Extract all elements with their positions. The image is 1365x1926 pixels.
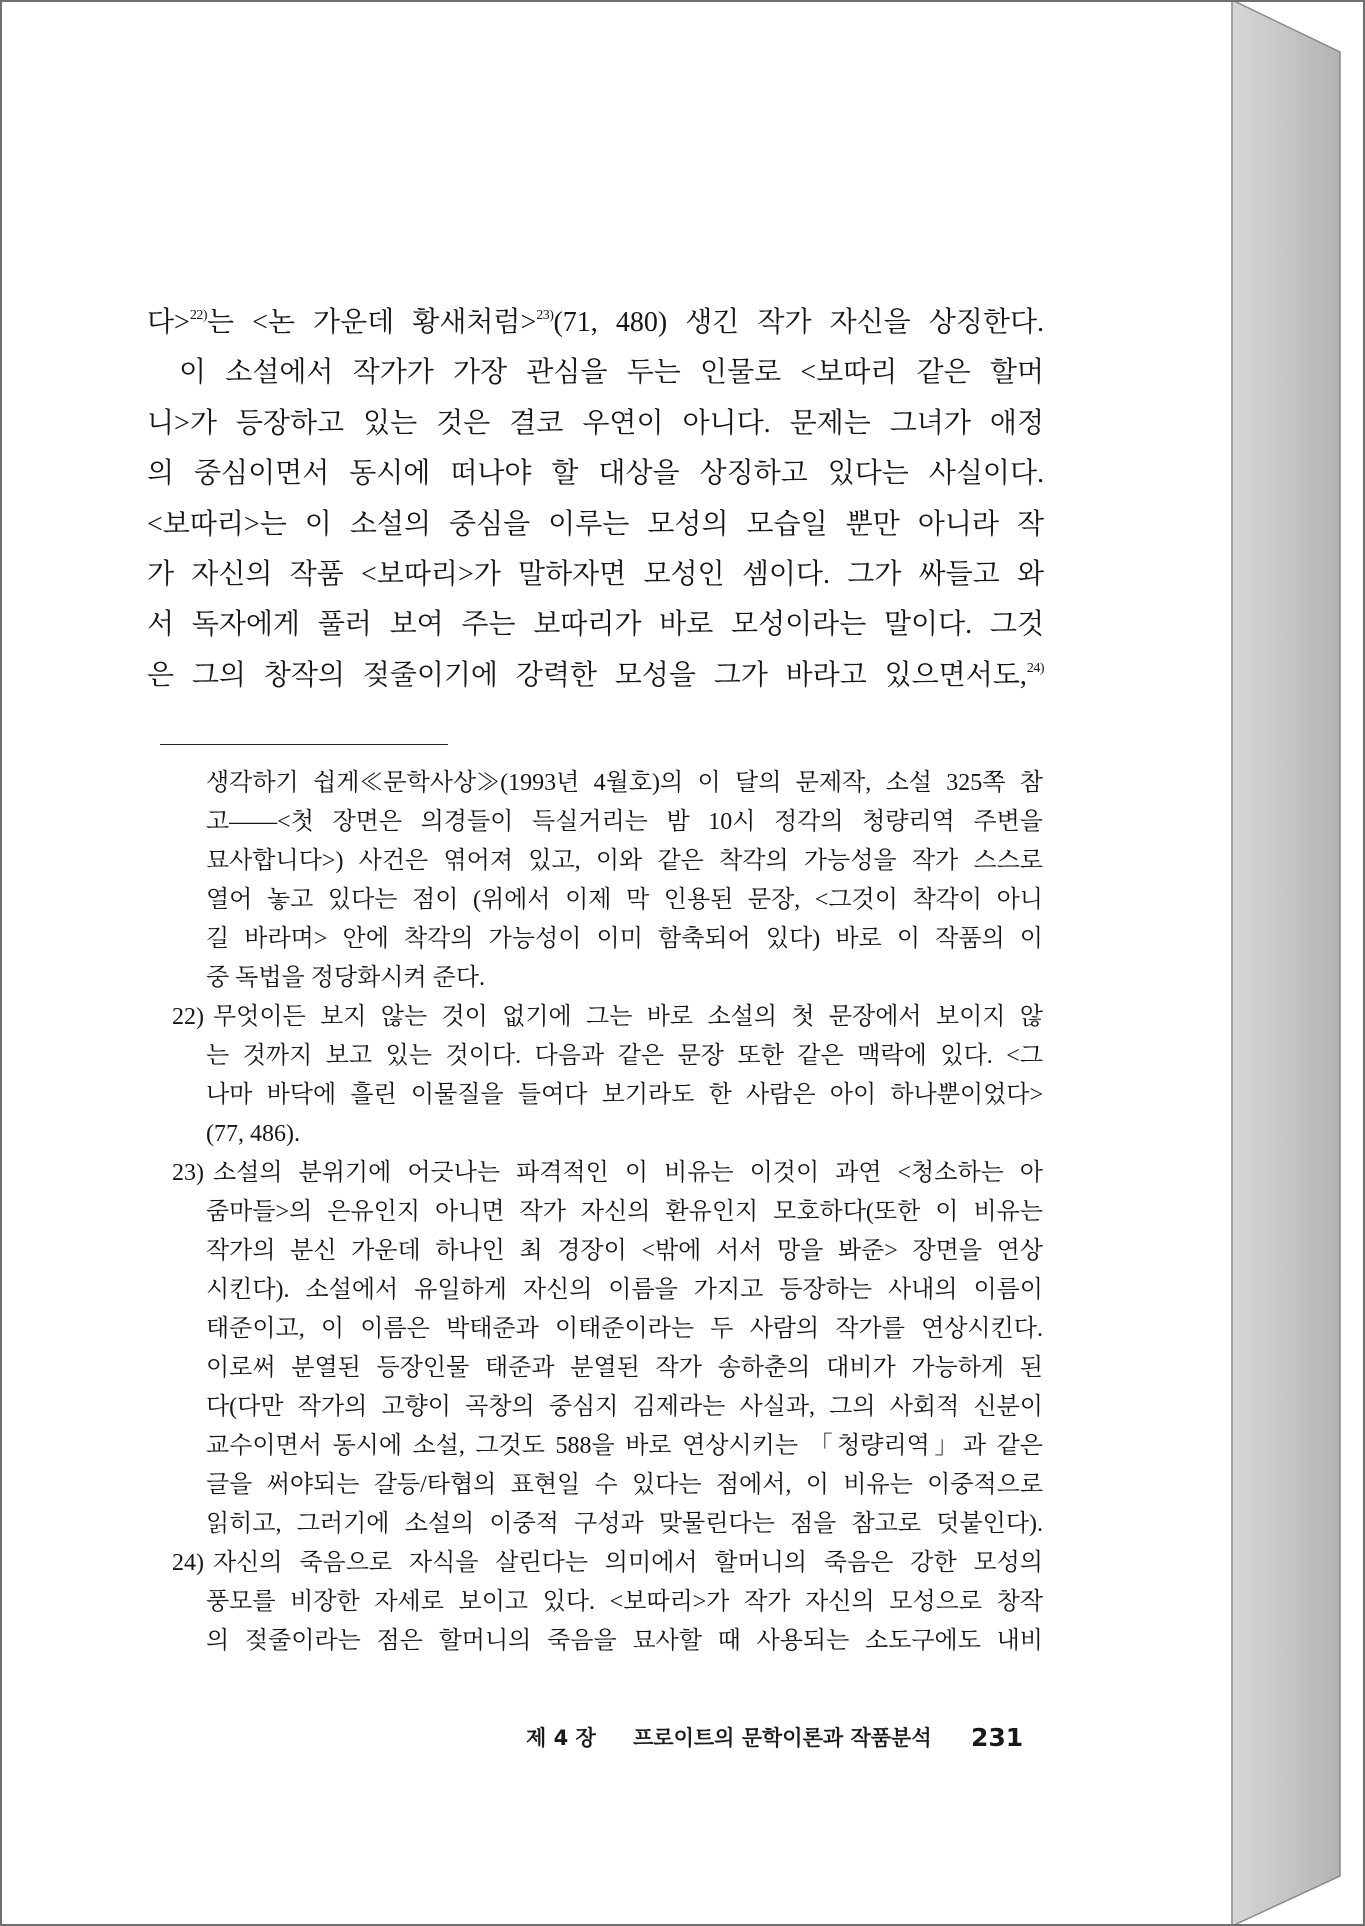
footnote-ref: 24) <box>1026 660 1044 676</box>
page-number: 231 <box>971 1723 1024 1752</box>
footnotes <box>172 764 1043 1661</box>
body-text-segment: 는 <논 가운데 황새처럼> <box>207 307 537 338</box>
footnote-line: 이로써 분열된 등장인물 태준과 분열된 작가 송하춘의 대비가 가능하게 된 <box>206 1355 1043 1381</box>
book-edge-shape <box>1232 0 1340 1926</box>
footnote-number: 24) <box>172 1550 204 1576</box>
footnote-line: 태준이고, 이 이름은 박태준과 이태준이라는 두 사람의 작가를 연상시킨다. <box>206 1316 1043 1342</box>
footnote-line: 줌마들>의 은유인지 아니면 작가 자신의 환유인지 모호하다(또한 이 비유는 <box>206 1199 1043 1225</box>
footnote-line: 의 젖줄이라는 점은 할머니의 죽음을 묘사할 때 사용되는 소도구에도 내비 <box>206 1628 1043 1654</box>
footnote-line: 는 것까지 보고 있는 것이다. 다음과 같은 문장 또한 같은 맥락에 있다. <그 <box>206 1043 1043 1069</box>
footnote-line: 열어 놓고 있다는 점이 (위에서 이제 막 인용된 문장, <그것이 착각이 아니 <box>206 887 1043 913</box>
footnote-24-first-line <box>172 1544 1043 1583</box>
body-text <box>147 298 1044 701</box>
footnote-line: 중 독법을 정당화시켜 준다. <box>206 965 486 991</box>
footnote-line: 글을 써야되는 갈등/타협의 표현일 수 있다는 점에서, 이 비유는 이중적으로 <box>206 1472 1043 1498</box>
footnote-line: (77, 486). <box>206 1121 300 1147</box>
footnote-text: 자신의 죽음으로 자식을 살린다는 의미에서 할머니의 죽음은 강한 모성의 <box>213 1550 1043 1576</box>
body-text-segment: (71, 480) 생긴 작가 자신을 상징한다. <box>553 307 1044 338</box>
body-line: 니>가 등장하고 있는 것은 결코 우연이 아니다. 문제는 그녀가 애정 <box>147 407 1044 439</box>
body-text-segment: 다> <box>147 307 190 338</box>
footnote-line: 작가의 분신 가운데 하나인 최 경장이 <밖에 서서 망을 봐준> 장면을 연상 <box>206 1238 1043 1264</box>
footnote-line: 시킨다). 소설에서 유일하게 자신의 이름을 가지고 등장하는 사내의 이름이 <box>206 1277 1043 1303</box>
footnote-line: 다(다만 작가의 고향이 곡창의 중심지 김제라는 사실과, 그의 사회적 신분이 <box>206 1394 1043 1420</box>
footnote-ref: 23) <box>536 308 554 323</box>
footnote-number: 22) <box>172 1004 204 1030</box>
body-line: 이 소설에서 작가가 가장 관심을 두는 인물로 <보따리 같은 할머 <box>179 357 1044 389</box>
footnote-23-first-line <box>172 1154 1043 1193</box>
footnote-line: 생각하기 쉽게≪문학사상≫(1993년 4월호)의 이 달의 문제작, 소설 325쪽 참 <box>206 770 1043 796</box>
footnote-line: 나마 바닥에 흘린 이물질을 들여다 보기라도 한 사람은 아이 하나뿐이었다> <box>206 1082 1043 1108</box>
footnote-ref: 22) <box>189 308 208 323</box>
body-line: 가 자신의 작품 <보따리>가 말하자면 모성인 셈이다. 그가 싸들고 와 <box>147 558 1044 590</box>
body-line: 의 중심이면서 동시에 떠나야 할 대상을 상징하고 있다는 사실이다. <box>147 458 1044 490</box>
body-line <box>147 651 1044 701</box>
body-line: <보따리>는 이 소설의 중심을 이루는 모성의 모습일 뿐만 아니라 작 <box>147 508 1044 540</box>
running-footer-title: 프로이트의 문학이론과 작품분석 <box>633 1726 932 1750</box>
footnote-number: 23) <box>172 1160 204 1186</box>
body-text-segment: 은 그의 창작의 젖줄이기에 강력한 모성을 그가 바라고 있으면서도, <box>147 659 1027 691</box>
footnote-line: 교수이면서 동시에 소설, 그것도 588을 바로 연상시키는 「청량리역」과 같은 <box>206 1433 1043 1459</box>
footnote-line: 읽히고, 그러기에 소설의 이중적 구성과 맞물린다는 점을 참고로 덧붙인다). <box>206 1511 1043 1537</box>
footnote-text: 소설의 분위기에 어긋나는 파격적인 이 비유는 이것이 과연 <청소하는 아 <box>213 1160 1043 1186</box>
footnote-text: 무엇이든 보지 않는 것이 없기에 그는 바로 소설의 첫 문장에서 보이지 않 <box>213 1004 1043 1030</box>
body-line <box>147 298 1044 348</box>
footnote-separator <box>160 744 448 745</box>
footnote-line: 고――<첫 장면은 의경들이 득실거리는 밤 10시 정각의 청량리역 주변을 <box>206 809 1043 835</box>
footnote-22-first-line <box>172 998 1043 1037</box>
running-footer-chapter: 제 4 장 <box>526 1726 596 1750</box>
footnote-line: 풍모를 비장한 자세로 보이고 있다. <보따리>가 작가 자신의 모성으로 창작 <box>206 1589 1043 1615</box>
body-line: 서 독자에게 풀러 보여 주는 보따리가 바로 모성이라는 말이다. 그것 <box>147 609 1044 641</box>
footnote-line: 묘사합니다>) 사건은 엮어져 있고, 이와 같은 착각의 가능성을 작가 스스로 <box>206 848 1043 874</box>
footnote-line: 길 바라며> 안에 착각의 가능성이 이미 함축되어 있다) 바로 이 작품의 이 <box>206 926 1043 952</box>
